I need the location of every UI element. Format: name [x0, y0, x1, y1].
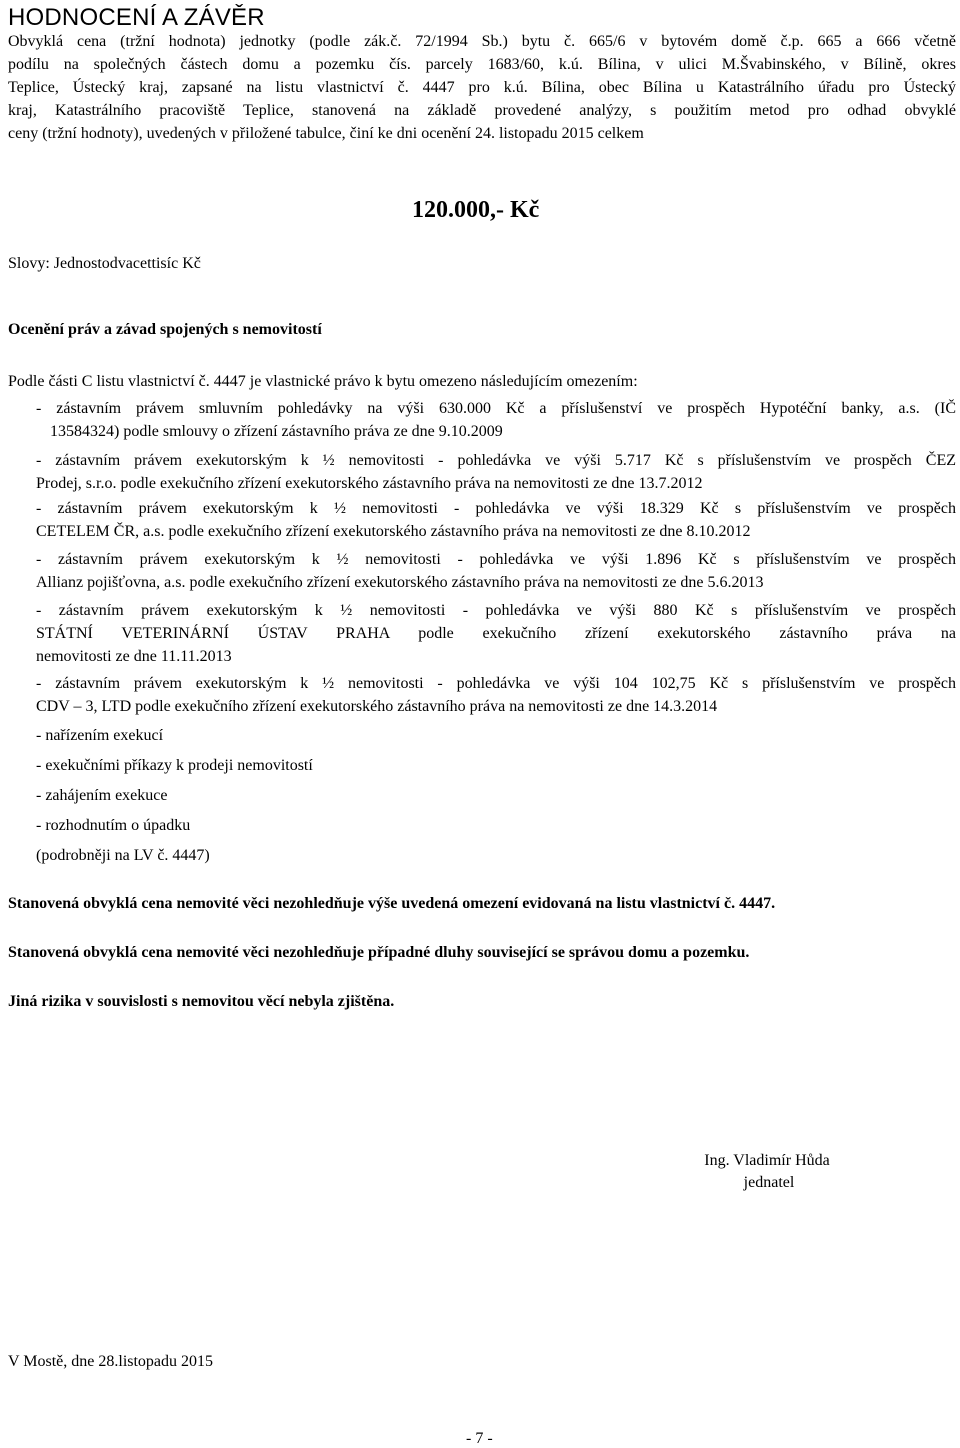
lien-item [36, 548, 956, 594]
list-item: - rozhodnutím o úpadku [36, 817, 191, 834]
price-value: 120.000,- Kč [412, 197, 540, 223]
lien-line: - zástavním právem exekutorským k ½ nemovitosti - pohledávka ve výši 18.329 Kč s příslušenstvím ve prospěch [36, 500, 956, 517]
lien-line: CETELEM ČR, a.s. podle exekučního zřízení exekutorského zástavního práva na nemovitosti ze dne 8.10.2012 [36, 523, 751, 540]
intro-line: ceny (tržní hodnoty), uvedených v přiložené tabulce, činí ke dni ocenění 24. listopadu 2015 celkem [8, 125, 644, 142]
statement-debts: Stanovená obvyklá cena nemovité věci nezohledňuje případné dluhy související se správou domu a pozemku. [8, 944, 750, 961]
lien-line: - zástavním právem exekutorským k ½ nemovitosti - pohledávka ve výši 1.896 Kč s příslušenstvím ve prospěch [36, 551, 956, 568]
list-item: - nařízením exekucí [36, 727, 164, 744]
list-item: (podrobněji na LV č. 4447) [36, 847, 210, 864]
signature-role: jednatel [743, 1174, 795, 1191]
lien-line: CDV – 3, LTD podle exekučního zřízení exekutorského zástavního práva na nemovitosti ze dne 14.3.2014 [36, 698, 718, 715]
lien-line: - zástavním právem exekutorským k ½ nemovitosti - pohledávka ve výši 104 102,75 Kč s příslušenstvím ve prospěch [36, 675, 956, 692]
signature-name: Ing. Vladimír Hůda [704, 1152, 830, 1169]
intro-line: podílu na společných částech domu a pozemku čís. parcely 1683/60, k.ú. Bílina, v ulici M.Švabinského, v Bílině, okres [8, 56, 956, 73]
lien-line: - zástavním právem exekutorským k ½ nemovitosti - pohledávka ve výši 880 Kč s příslušenstvím ve prospěch [36, 602, 956, 619]
intro-line: kraj, Katastrálního pracoviště Teplice, stanovená na základě provedené analýzy, s použitím metod pro odhad obvyklé [8, 102, 956, 119]
lien-item [36, 599, 956, 668]
intro-paragraph [8, 30, 956, 145]
lien-line: Allianz pojišťovna, a.s. podle exekučního zřízení exekutorského zástavního práva na nemovitosti ze dne 5.6.2013 [36, 574, 764, 591]
price-in-words: Slovy: Jednostodvacettisíc Kč [8, 255, 201, 272]
lien-item [36, 672, 956, 718]
place-and-date: V Mostě, dne 28.listopadu 2015 [8, 1353, 214, 1370]
statement-encumbrances: Stanovená obvyklá cena nemovité věci nezohledňuje výše uvedená omezení evidovaná na listu vlastnictví č. 4447. [8, 895, 776, 912]
page-number: - 7 - [466, 1430, 493, 1447]
lien-line: Prodej, s.r.o. podle exekučního zřízení exekutorského zástavního práva na nemovitosti ze dne 13.7.2012 [36, 475, 703, 492]
lien-line: - zástavním právem smluvním pohledávky na výši 630.000 Kč a příslušenství ve prospěch Hypotéční banky, a.s. (IČ [36, 400, 956, 417]
list-item: - zahájením exekuce [36, 787, 168, 804]
page-heading: HODNOCENÍ A ZÁVĚR [8, 4, 265, 31]
rights-heading: Ocenění práv a závad spojených s nemovitostí [8, 321, 322, 338]
intro-line: Teplice, Ústecký kraj, zapsané na listu vlastnictví č. 4447 pro k.ú. Bílina, obec Bílina u Katastrálního úřadu pro Ústecký [8, 79, 956, 96]
list-item: - exekučními příkazy k prodeji nemovitostí [36, 757, 313, 774]
lien-line: STÁTNÍ VETERINÁRNÍ ÚSTAV PRAHA podle exekučního zřízení exekutorského zástavního práva na [36, 625, 956, 642]
lien-item [36, 449, 956, 495]
short-items-list [36, 721, 956, 871]
rights-intro: Podle části C listu vlastnictví č. 4447 je vlastnické právo k bytu omezeno následujícím omezením: [8, 373, 638, 390]
intro-line: Obvyklá cena (tržní hodnota) jednotky (podle zák.č. 72/1994 Sb.) bytu č. 665/6 v bytovém domě č.p. 665 a 666 včetně [8, 33, 956, 50]
lien-line: nemovitosti ze dne 11.11.2013 [36, 648, 232, 665]
lien-item [36, 497, 956, 543]
lien-line: 13584324) podle smlouvy o zřízení zástavního práva ze dne 9.10.2009 [50, 423, 503, 440]
lien-item [36, 397, 956, 443]
statement-risks: Jiná rizika v souvislosti s nemovitou věcí nebyla zjištěna. [8, 993, 395, 1010]
lien-line: - zástavním právem exekutorským k ½ nemovitosti - pohledávka ve výši 5.717 Kč s příslušenstvím ve prospěch ČEZ [36, 452, 956, 469]
